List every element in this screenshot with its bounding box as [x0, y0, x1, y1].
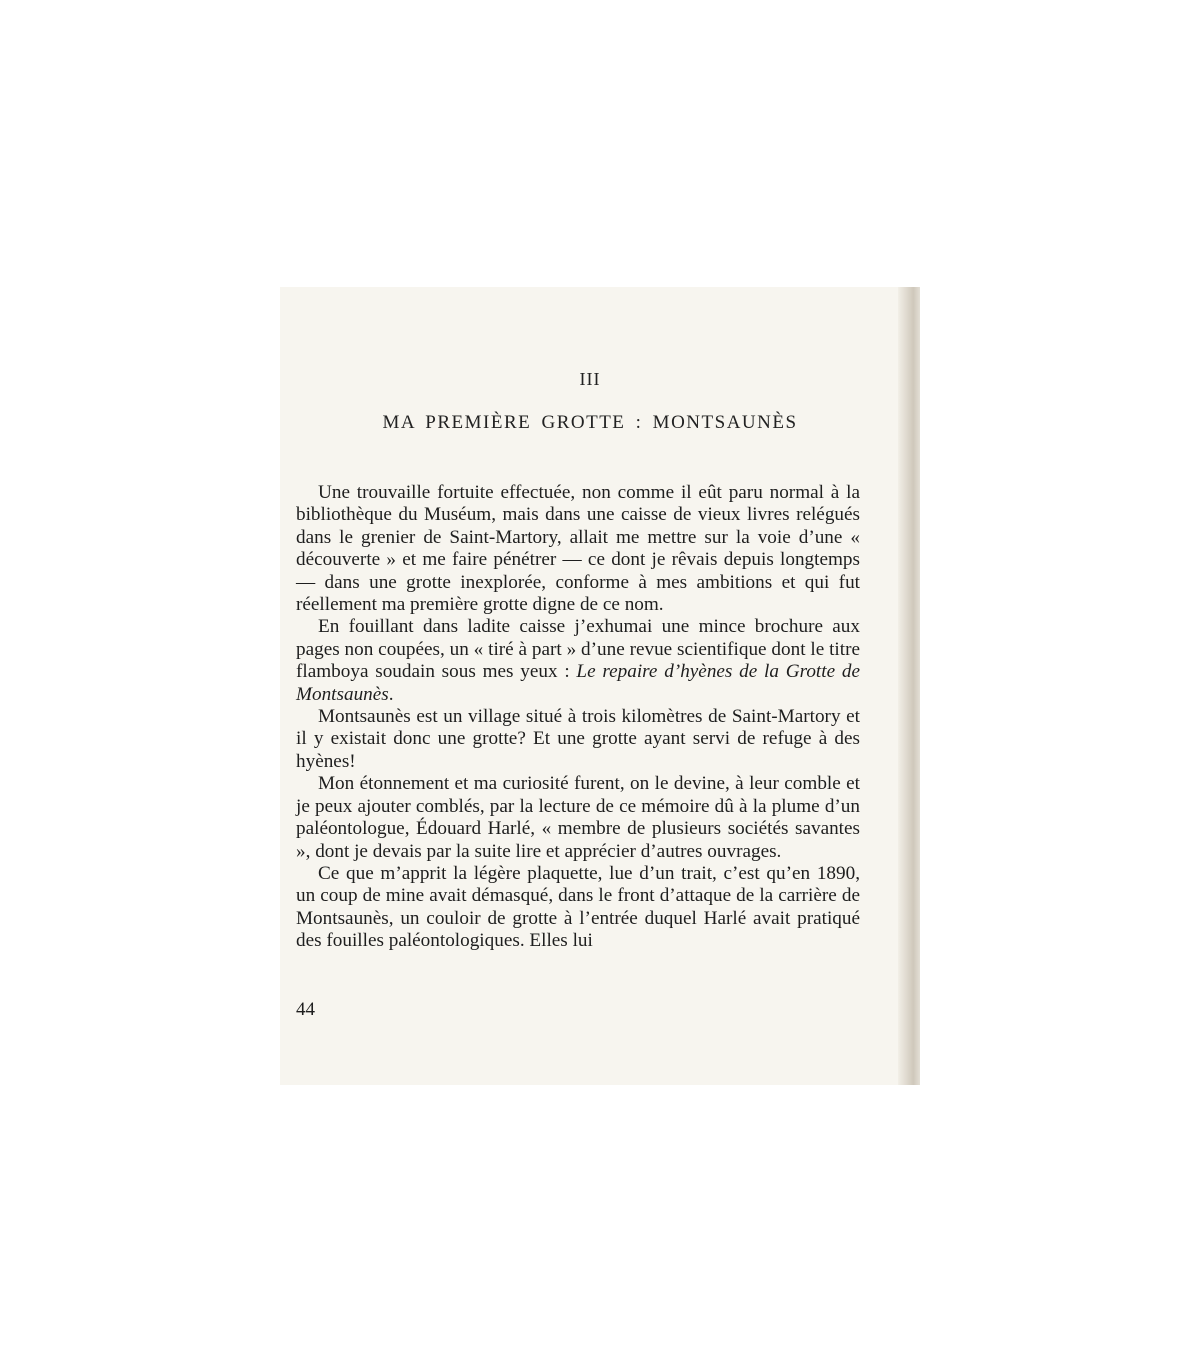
chapter-number: III — [579, 369, 601, 389]
paragraph-1: Une trouvaille fortuite effectuée, non comme il eût paru normal à la bibliothèque du Muséum, mais dans une caisse de vieux livres relégués dans le grenier de Saint-Martory, allait me mettre sur la voie d’une « découverte » et me faire pénétrer — ce dont je rêvais depuis longtemps — dans une grotte inexplorée, conforme à mes ambitions et qui fut réellement ma première grotte digne de ce nom. — [296, 482, 860, 616]
brochure-title: Le repaire d’hyènes de la Grotte de Montsaunès — [296, 661, 860, 705]
page-number: 44 — [296, 999, 315, 1020]
paragraph-5: Ce que m’apprit la légère plaquette, lue d’un trait, c’est qu’en 1890, un coup de mine avait démasqué, dans le front d’attaque de la carrière de Montsaunès, un couloir de grotte à l’entrée duquel Harlé avait pratiqué des fouilles paléontologiques. Elles lui — [296, 862, 860, 952]
body-text — [296, 482, 860, 953]
paragraph-2-text-before: En fouillant dans ladite caisse j’exhumai une mince brochure aux pages non coupées, un « tiré à part » d’une revue scientifique dont le titre flamboya soudain sous mes yeux : — [296, 616, 860, 683]
paragraph-2-text-after: . — [388, 683, 394, 705]
paragraph-4: Mon étonnement et ma curiosité furent, on le devine, à leur comble et je peux ajouter comblés, par la lecture de ce mémoire dû à la plume d’un paléontologue, Édouard Harlé, « membre de plusieurs sociétés savantes », dont je devais par la suite lire et apprécier d’autres ouvrages. — [296, 773, 860, 862]
book-page — [280, 287, 920, 1085]
page-edge — [898, 287, 920, 1085]
paragraph-2 — [296, 616, 860, 706]
paragraph-3: Montsaunès est un village situé à trois kilomètres de Saint-Martory et il y existait donc une grotte? Et une grotte ayant servi de refuge à des hyènes! — [296, 706, 860, 772]
chapter-title: MA PREMIÈRE GROTTE : MONTSAUNÈS — [382, 412, 798, 433]
